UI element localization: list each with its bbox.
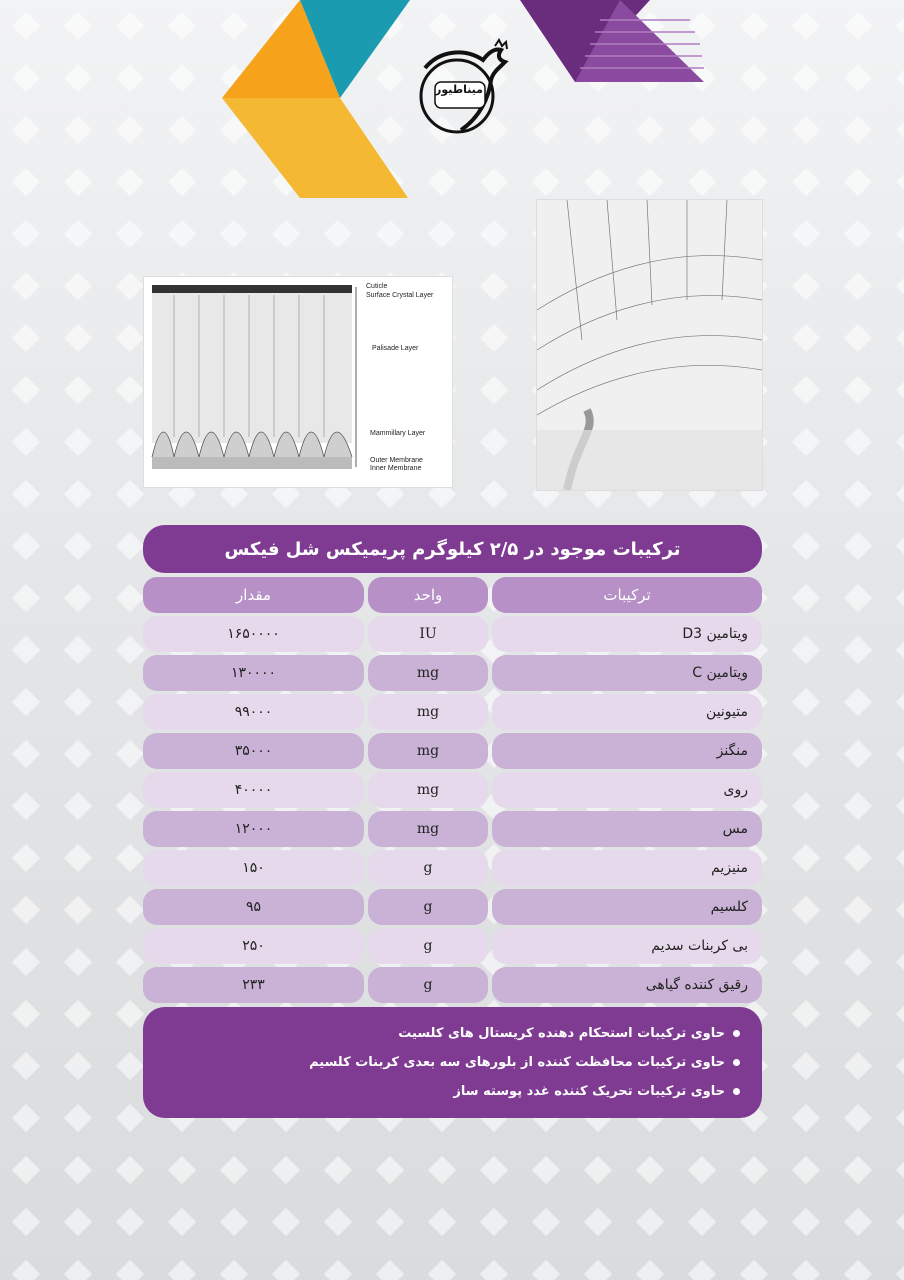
header-component: ترکیبات <box>492 577 762 613</box>
note-text: حاوی ترکیبات محافظت کننده از بلورهای سه بعدی کربنات کلسیم <box>309 1055 725 1070</box>
component-cell: منگنز <box>492 733 762 769</box>
features-notes <box>143 1007 762 1118</box>
component-cell: مس <box>492 811 762 847</box>
amount-cell: ۹۵ <box>143 889 364 925</box>
label-cuticle: Cuticle <box>366 283 388 290</box>
component-cell: ویتامین D3 <box>492 616 762 652</box>
brand-logo <box>405 38 515 143</box>
label-mammillary: Mammillary Layer <box>370 430 426 437</box>
bullet-icon <box>733 1030 740 1037</box>
table-row <box>143 616 762 652</box>
table-row <box>143 772 762 808</box>
amount-cell: ۱۳۰۰۰۰ <box>143 655 364 691</box>
unit-cell: mg <box>368 694 488 730</box>
table-row <box>143 850 762 886</box>
component-cell: ویتامین C <box>492 655 762 691</box>
composition-table <box>143 525 762 1118</box>
table-row <box>143 928 762 964</box>
bullet-icon <box>733 1059 740 1066</box>
note-item <box>161 1077 740 1106</box>
table-row <box>143 694 762 730</box>
unit-cell: g <box>368 889 488 925</box>
shell-microstructure-figure <box>536 199 763 491</box>
component-cell: متیونین <box>492 694 762 730</box>
header-unit: واحد <box>368 577 488 613</box>
label-inner-membrane: Inner Membrane <box>370 465 422 472</box>
unit-cell: g <box>368 850 488 886</box>
amount-cell: ۹۹۰۰۰ <box>143 694 364 730</box>
amount-cell: ۱۲۰۰۰ <box>143 811 364 847</box>
amount-cell: ۱۶۵۰۰۰۰ <box>143 616 364 652</box>
unit-cell: mg <box>368 733 488 769</box>
component-cell: رقیق کننده گیاهی <box>492 967 762 1003</box>
unit-cell: mg <box>368 655 488 691</box>
note-text: حاوی ترکیبات تحریک کننده غدد پوسته ساز <box>453 1084 725 1099</box>
table-row <box>143 655 762 691</box>
header-amount: مقدار <box>143 577 364 613</box>
unit-cell: mg <box>368 811 488 847</box>
component-cell: بی کربنات سدیم <box>492 928 762 964</box>
amount-cell: ۲۳۳ <box>143 967 364 1003</box>
unit-cell: mg <box>368 772 488 808</box>
table-header-row <box>143 577 762 613</box>
note-text: حاوی ترکیبات استحکام دهنده کریستال های کلسیت <box>398 1026 725 1041</box>
eggshell-layers-figure <box>143 276 453 488</box>
label-palisade: Palisade Layer <box>372 345 419 352</box>
unit-cell: g <box>368 928 488 964</box>
note-item <box>161 1019 740 1048</box>
table-row <box>143 733 762 769</box>
table-title: ترکیبات موجود در ۲/۵ کیلوگرم پریمیکس شل فیکس <box>143 525 762 573</box>
table-row <box>143 889 762 925</box>
unit-cell: IU <box>368 616 488 652</box>
component-cell: کلسیم <box>492 889 762 925</box>
table-row <box>143 967 762 1003</box>
logo-text: میناطیور <box>434 83 483 96</box>
label-surface-crystal: Surface Crystal Layer <box>366 292 434 299</box>
amount-cell: ۱۵۰ <box>143 850 364 886</box>
label-outer-membrane: Outer Membrane <box>370 457 423 464</box>
component-cell: منیزیم <box>492 850 762 886</box>
amount-cell: ۴۰۰۰۰ <box>143 772 364 808</box>
bullet-icon <box>733 1088 740 1095</box>
table-row <box>143 811 762 847</box>
amount-cell: ۲۵۰ <box>143 928 364 964</box>
amount-cell: ۳۵۰۰۰ <box>143 733 364 769</box>
component-cell: روی <box>492 772 762 808</box>
note-item <box>161 1048 740 1077</box>
unit-cell: g <box>368 967 488 1003</box>
